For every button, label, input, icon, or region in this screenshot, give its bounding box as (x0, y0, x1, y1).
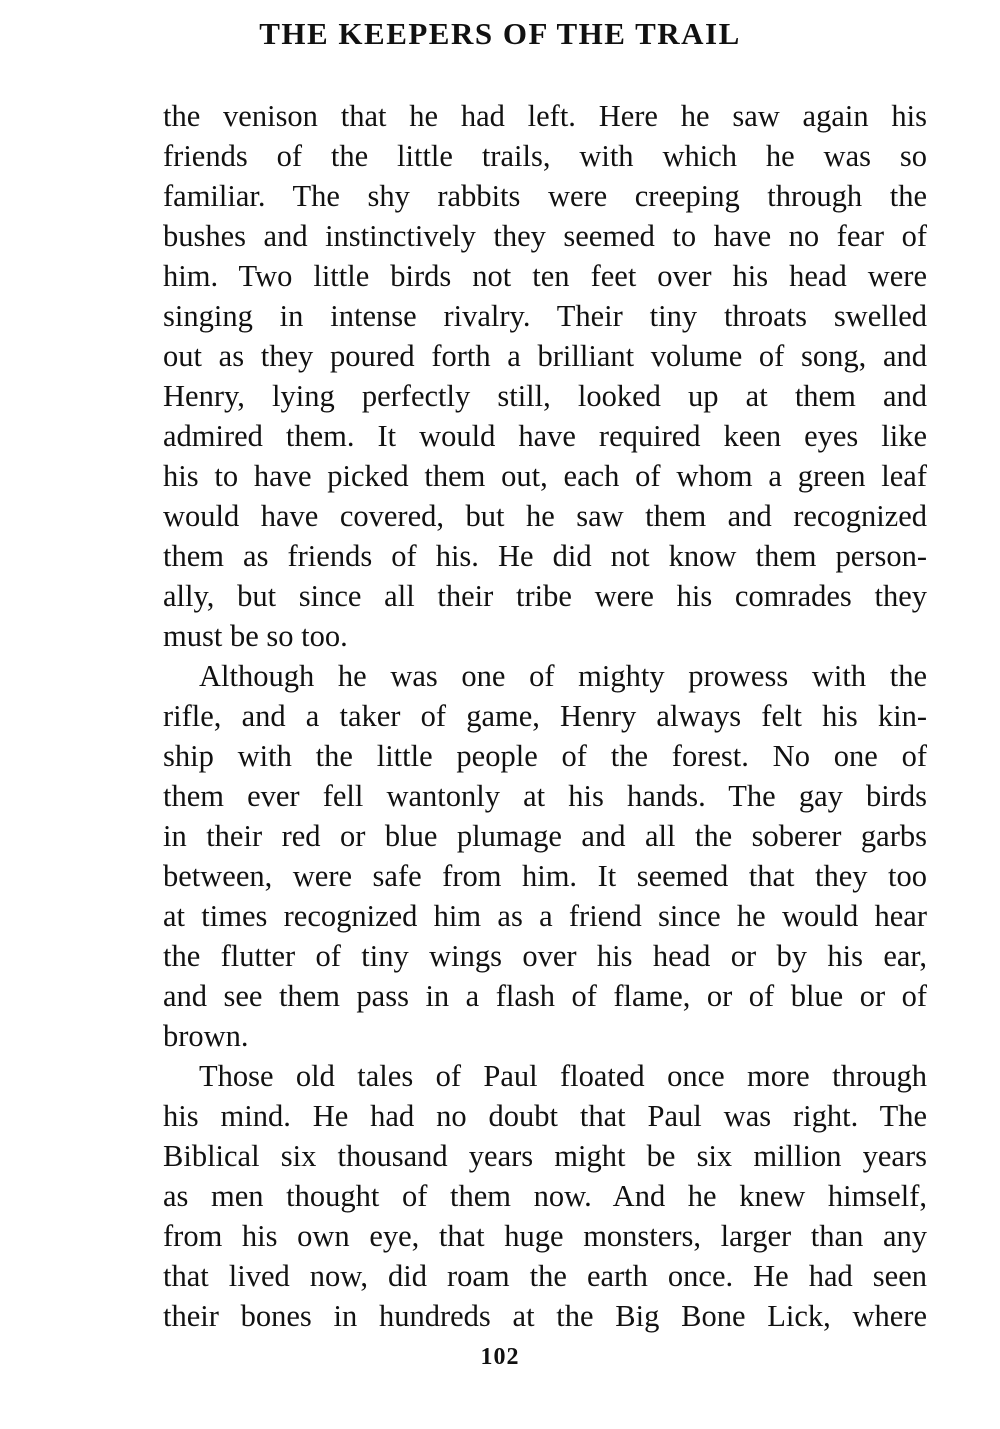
paragraph-last-line: brown. (163, 1019, 249, 1053)
body-text (163, 96, 927, 1336)
text-line: at times recognized him as a friend since he would hear (163, 899, 927, 933)
paragraph-last-line: must be so too. (163, 619, 348, 653)
running-head: THE KEEPERS OF THE TRAIL (259, 16, 741, 51)
text-line: them as friends of his. He did not know them person- (163, 539, 927, 573)
text-line: him. Two little birds not ten feet over his head were (163, 259, 927, 293)
text-line: his mind. He had no doubt that Paul was right. The (163, 1099, 927, 1133)
text-line: out as they poured forth a brilliant volume of song, and (163, 339, 927, 373)
paragraph-first-line: Those old tales of Paul floated once more through (199, 1059, 927, 1093)
text-line: as men thought of them now. And he knew himself, (163, 1179, 927, 1213)
text-line: friends of the little trails, with which he was so (163, 139, 927, 173)
text-line: rifle, and a taker of game, Henry always felt his kin- (163, 699, 927, 733)
text-line: admired them. It would have required keen eyes like (163, 419, 927, 453)
text-line: the flutter of tiny wings over his head or by his ear, (163, 939, 927, 973)
text-line: bushes and instinctively they seemed to have no fear of (163, 219, 927, 253)
text-line: in their red or blue plumage and all the soberer garbs (163, 819, 927, 853)
text-line: their bones in hundreds at the Big Bone Lick, where (163, 1299, 927, 1333)
text-line: would have covered, but he saw them and recognized (163, 499, 927, 533)
text-line: familiar. The shy rabbits were creeping through the (163, 179, 927, 213)
text-line: between, were safe from him. It seemed that they too (163, 859, 927, 893)
text-line: singing in intense rivalry. Their tiny throats swelled (163, 299, 927, 333)
text-line: from his own eye, that huge monsters, larger than any (163, 1219, 927, 1253)
page-number: 102 (480, 1344, 520, 1370)
paragraph-first-line: Although he was one of mighty prowess with the (199, 659, 927, 693)
text-line: his to have picked them out, each of whom a green leaf (163, 459, 927, 493)
text-line: that lived now, did roam the earth once. He had seen (163, 1259, 927, 1293)
text-line: ship with the little people of the forest. No one of (163, 739, 927, 773)
text-line: Biblical six thousand years might be six million years (163, 1139, 927, 1173)
text-line: the venison that he had left. Here he saw again his (163, 99, 927, 133)
text-line: Henry, lying perfectly still, looked up at them and (163, 379, 927, 413)
text-line: them ever fell wantonly at his hands. The gay birds (163, 779, 927, 813)
text-line: and see them pass in a flash of flame, or of blue or of (163, 979, 927, 1013)
text-line: ally, but since all their tribe were his comrades they (163, 579, 927, 613)
